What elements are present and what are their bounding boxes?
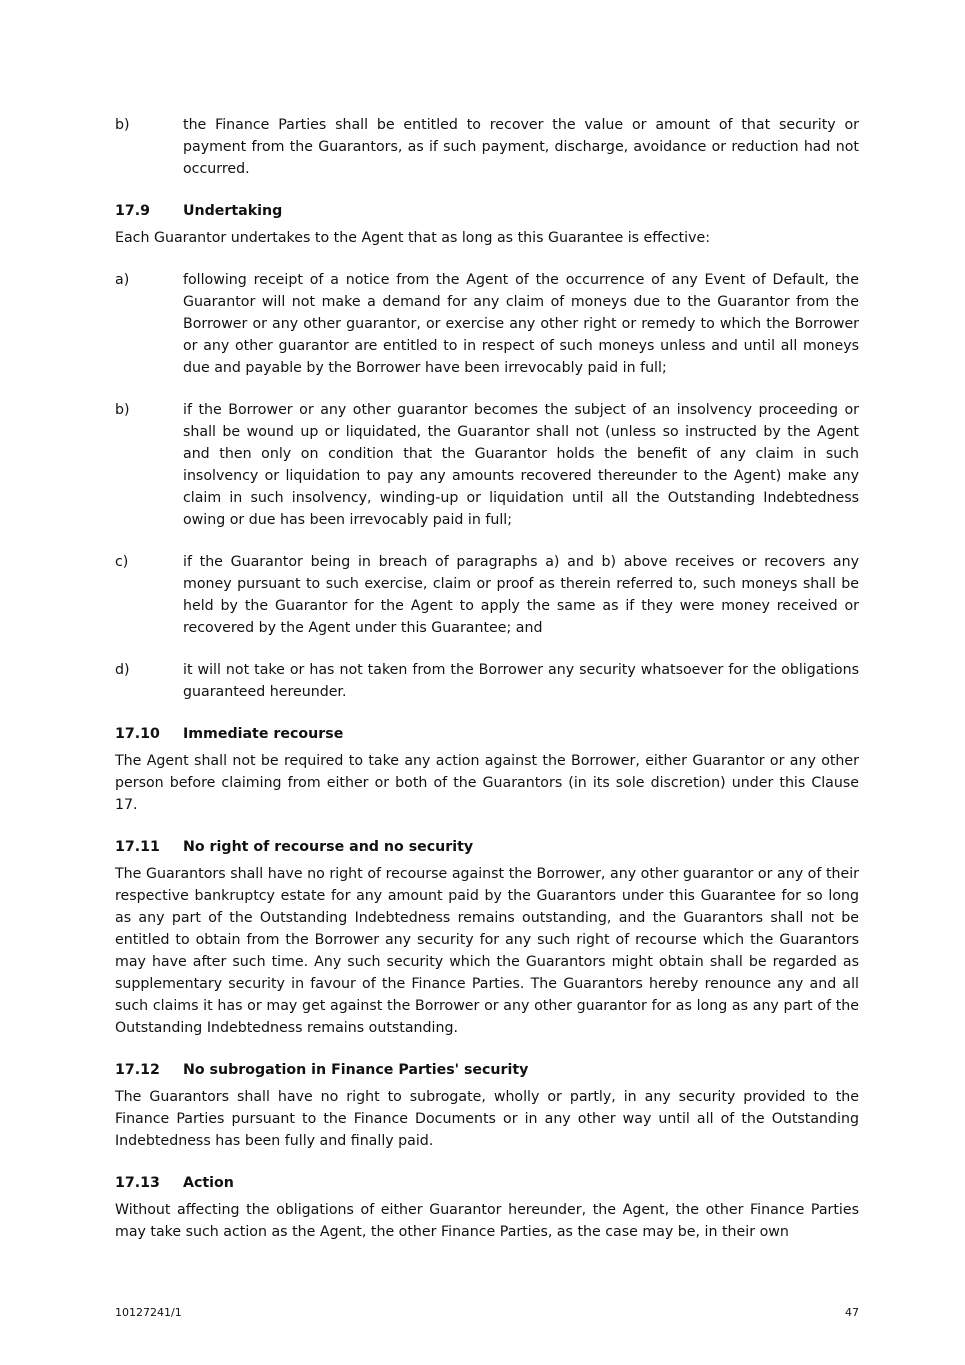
item-label: a): [115, 272, 130, 288]
section-heading-17-10: [115, 723, 859, 745]
item-label: b): [115, 117, 130, 133]
section-number: 17.12: [115, 1062, 160, 1078]
section-heading-17-13: [115, 1172, 859, 1194]
section-intro: Each Guarantor undertakes to the Agent that as long as this Guarantee is effective:: [115, 230, 710, 246]
section-title: Immediate recourse: [183, 726, 344, 742]
section-heading-17-9: [115, 200, 859, 222]
section-number: 17.9: [115, 203, 151, 219]
page-content: [115, 114, 859, 1263]
item-text: if the Borrower or any other guarantor becomes the subject of an insolvency proceeding or shall be wound up or liquidated, the Guarantor shall not (unless so instructed by the Agent and then only on condition that the Guarantor holds the benefit of any claim in such insolvency or liquidation to pay any amounts recovered thereunder to the Agent) make any claim in such insolvency, winding-up or liquidation until all the Outstanding Indebtedness owing or due has been irrevocably paid in full;: [183, 402, 859, 528]
list-item: [115, 659, 859, 703]
list-item: [115, 551, 859, 639]
section-body: Without affecting the obligations of either Guarantor hereunder, the Agent, the other Finance Parties may take such action as the Agent, the other Finance Parties, as the case may be, in their own: [115, 1202, 859, 1240]
item-label: b): [115, 402, 130, 418]
item-label: c): [115, 554, 129, 570]
section-number: 17.11: [115, 839, 160, 855]
page-number: 47: [845, 1306, 859, 1319]
item-text: if the Guarantor being in breach of paragraphs a) and b) above receives or recovers any money pursuant to such exercise, claim or proof as therein referred to, such moneys shall be held by the Guarantor for the Agent to apply the same as if they were money received or recovered by the Agent under this Guarantee; and: [183, 554, 859, 636]
item-text: the Finance Parties shall be entitled to recover the value or amount of that security or payment from the Guarantors, as if such payment, discharge, avoidance or reduction had not occurred.: [183, 117, 859, 177]
section-body: The Agent shall not be required to take any action against the Borrower, either Guarantor or any other person before claiming from either or both of the Guarantors (in its sole discretion) under this Clause 17.: [115, 753, 859, 813]
section-heading-17-12: [115, 1059, 859, 1081]
list-item: [115, 269, 859, 379]
item-label: d): [115, 662, 130, 678]
section-body: The Guarantors shall have no right of recourse against the Borrower, any other guarantor or any of their respective bankruptcy estate for any amount paid by the Guarantors under this Guarantee for so long as any part of the Outstanding Indebtedness remains outstanding, and the Guarantors shall not be entitled to obtain from the Borrower any security for any such right of recourse which the Guarantors may have after such time. Any such security which the Guarantors might obtain shall be regarded as supplementary security in favour of the Finance Parties. The Guarantors hereby renounce any and all such claims it has or may get against the Borrower or any other guarantor for as long as any part of the Outstanding Indebtedness remains outstanding.: [115, 866, 859, 1036]
section-number: 17.13: [115, 1175, 160, 1191]
document-reference: 10127241/1: [115, 1306, 182, 1319]
item-text: following receipt of a notice from the Agent of the occurrence of any Event of Default, the Guarantor will not make a demand for any claim of moneys due to the Guarantor from the Borrower or any other guarantor, or exercise any other right or remedy to which the Borrower or any other guarantor are entitled to in respect of such moneys unless and until all moneys due and payable by the Borrower have been irrevocably paid in full;: [183, 272, 859, 376]
page-footer: [115, 1302, 859, 1324]
item-text: it will not take or has not taken from the Borrower any security whatsoever for the obligations guaranteed hereunder.: [183, 662, 859, 700]
section-title: No subrogation in Finance Parties' security: [183, 1062, 529, 1078]
section-title: No right of recourse and no security: [183, 839, 474, 855]
section-heading-17-11: [115, 836, 859, 858]
section-title: Undertaking: [183, 203, 283, 219]
section-body: The Guarantors shall have no right to subrogate, wholly or partly, in any security provided to the Finance Parties pursuant to the Finance Documents or in any other way until all of the Outstanding Indebtedness has been fully and finally paid.: [115, 1089, 859, 1149]
list-item: [115, 114, 859, 180]
section-number: 17.10: [115, 726, 160, 742]
list-item: [115, 399, 859, 531]
section-title: Action: [183, 1175, 234, 1191]
